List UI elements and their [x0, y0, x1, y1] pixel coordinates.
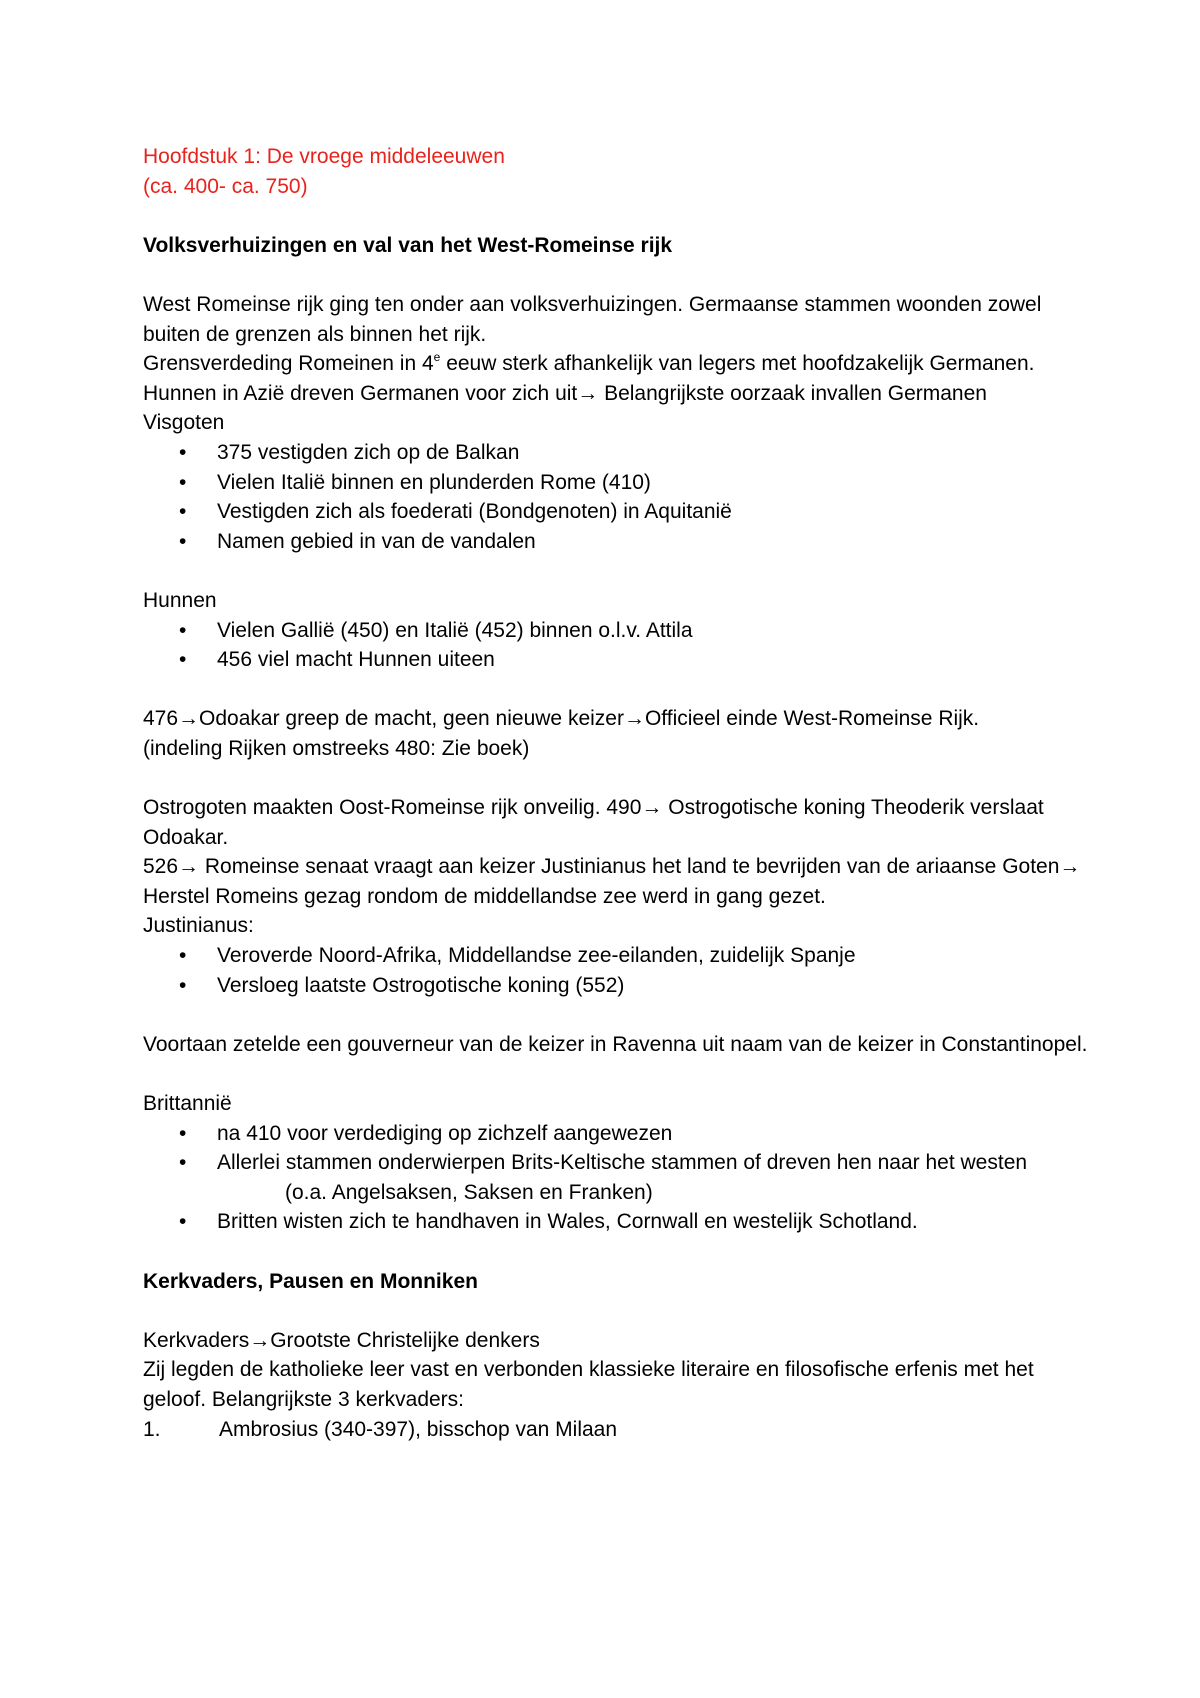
brittannie-list-continued	[143, 1207, 1100, 1237]
list-note: (o.a. Angelsaksen, Saksen en Franken)	[285, 1180, 653, 1204]
paragraph: Hunnen in Azië dreven Germanen voor zich uit→ Belangrijkste oorzaak invallen Germanen	[143, 381, 987, 405]
paragraph: Ostrogoten maakten Oost-Romeinse rijk onveilig. 490→ Ostrogotische koning Theoderik verslaat Odoakar.	[143, 796, 1044, 849]
list-item: • Vielen Italië binnen en plunderden Rome (410)	[217, 468, 1100, 498]
paragraph: 526→ Romeinse senaat vraagt aan keizer Justinianus het land te bevrijden van de ariaanse Goten→ Herstel Romeins gezag rondom de middellandse zee werd in gang gezet.	[143, 855, 1081, 908]
paragraph: Zij legden de katholieke leer vast en verbonden klassieke literaire en filosofische erfenis met het geloof. Belangrijkste 3 kerkvaders:	[143, 1358, 1034, 1411]
chapter-period: (ca. 400- ca. 750)	[143, 174, 308, 198]
list-item: • Namen gebied in van de vandalen	[217, 527, 1100, 557]
visgoten-list	[143, 438, 1100, 556]
paragraph: Grensverdeding Romeinen in 4e eeuw sterk afhankelijk van legers met hoofdzakelijk Germanen.	[143, 350, 1035, 376]
list-label-brittannie: Brittannië	[143, 1092, 232, 1115]
list-item: • Versloeg laatste Ostrogotische koning (552)	[217, 971, 1100, 1001]
list-item: • na 410 voor verdediging op zichzelf aangewezen	[217, 1119, 1100, 1149]
list-label-hunnen: Hunnen	[143, 588, 217, 612]
section-heading-volksverhuizingen: Volksverhuizingen en val van het West-Romeinse rijk	[143, 233, 673, 257]
list-item: • Veroverde Noord-Afrika, Middellandse zee-eilanden, zuidelijk Spanje	[217, 941, 1100, 971]
list-item: • 456 viel macht Hunnen uiteen	[217, 645, 1100, 675]
paragraph: Kerkvaders→Grootste Christelijke denkers	[143, 1328, 540, 1352]
list-item: • Britten wisten zich te handhaven in Wales, Cornwall en westelijk Schotland.	[217, 1207, 1100, 1237]
list-item-text: Ambrosius (340-397), bisschop van Milaan	[219, 1417, 618, 1441]
justinianus-list	[143, 941, 1100, 1000]
list-item: • 375 vestigden zich op de Balkan	[217, 438, 1100, 468]
chapter-title: Hoofdstuk 1: De vroege middeleeuwen	[143, 145, 505, 168]
paragraph: 476→Odoakar greep de macht, geen nieuwe keizer→Officieel einde West-Romeinse Rijk.	[143, 707, 980, 731]
list-item: • Vestigden zich als foederati (Bondgenoten) in Aquitanië	[217, 497, 1100, 527]
paragraph: Voortaan zetelde een gouverneur van de keizer in Ravenna uit naam van de keizer in Constantinopel.	[143, 1032, 1088, 1056]
hunnen-list	[143, 616, 1100, 675]
numbered-list-item	[143, 1415, 1100, 1445]
list-label-justinianus: Justinianus:	[143, 914, 254, 938]
brittannie-list	[143, 1119, 1100, 1178]
list-number: 1.	[143, 1417, 161, 1441]
paragraph: (indeling Rijken omstreeks 480: Zie boek)	[143, 736, 530, 760]
paragraph: West Romeinse rijk ging ten onder aan volksverhuizingen. Germaanse stammen woonden zowel buiten de grenzen als binnen het rijk.	[143, 292, 1042, 346]
list-item: • Allerlei stammen onderwierpen Brits-Keltische stammen of dreven hen naar het westen	[217, 1148, 1100, 1178]
list-label-visgoten: Visgoten	[143, 411, 225, 435]
list-item: • Vielen Gallië (450) en Italië (452) binnen o.l.v. Attila	[217, 616, 1100, 646]
section-heading-kerkvaders: Kerkvaders, Pausen en Monniken	[143, 1269, 478, 1293]
